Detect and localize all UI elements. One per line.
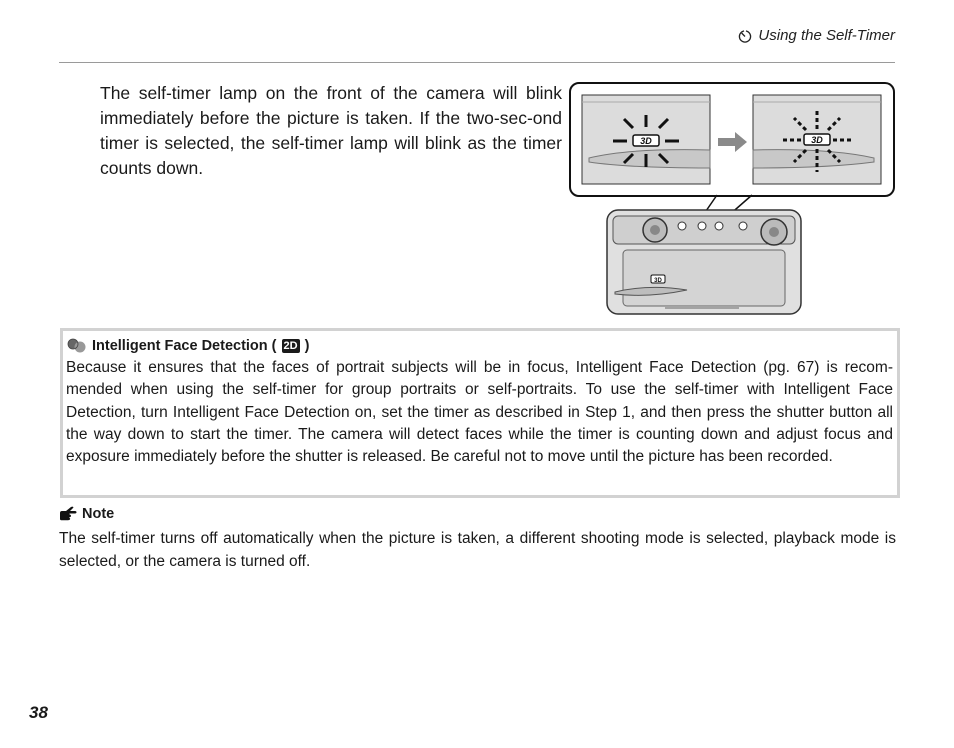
page-number: 38 (29, 703, 48, 722)
header-rule (59, 62, 895, 63)
self-timer-icon (738, 29, 752, 43)
tip-title-suffix: ) (304, 338, 310, 354)
face-detection-icon (66, 338, 88, 354)
lamp-lit-panel (582, 95, 710, 184)
note-heading (59, 506, 114, 522)
self-timer-lamp-illustration (569, 82, 896, 316)
lamp-label: 3D (640, 136, 652, 146)
lamp-label-blinking: 3D (811, 135, 823, 145)
note-body: The self-timer turns off automatically when the picture is taken, a different shooting mode is selected, playback mode is selected, or the camera is turned off. (59, 530, 896, 570)
camera-front-drawing (607, 210, 801, 314)
intro-paragraph: The self-timer lamp on the front of the camera will blink immediately before the picture is taken. If the two-sec-ond timer is selected, the self-timer lamp will blink as the timer counts down. (100, 83, 562, 178)
section-title: Using the Self-Timer (758, 27, 895, 44)
tip-title-prefix: Intelligent Face Detection ( (92, 338, 277, 354)
tip-body: Because it ensures that the faces of portrait subjects will be in focus, Intelligent Face Detection (pg. 67) is recom-mended when using the self-timer for group portraits or self-portraits. To use the self-timer with Intelligent Face Detection, turn Intelligent Face Detection on, set the timer as described in Step 1, and then press the shutter button all the way down to start the timer. The camera will detect faces while the timer is counting down and adjust focus and exposure immediately before the shutter is released. Be careful not to move until the picture has been recorded. (66, 359, 893, 466)
tip-title (66, 335, 893, 357)
lamp-blinking-panel (753, 95, 881, 184)
2d-badge: 2D (283, 340, 298, 352)
pointing-hand-icon (59, 506, 77, 522)
note-title: Note (82, 506, 115, 522)
camera-lamp-label: 3D (654, 278, 662, 284)
face-detection-tip-box (60, 328, 900, 498)
running-header (738, 27, 895, 44)
